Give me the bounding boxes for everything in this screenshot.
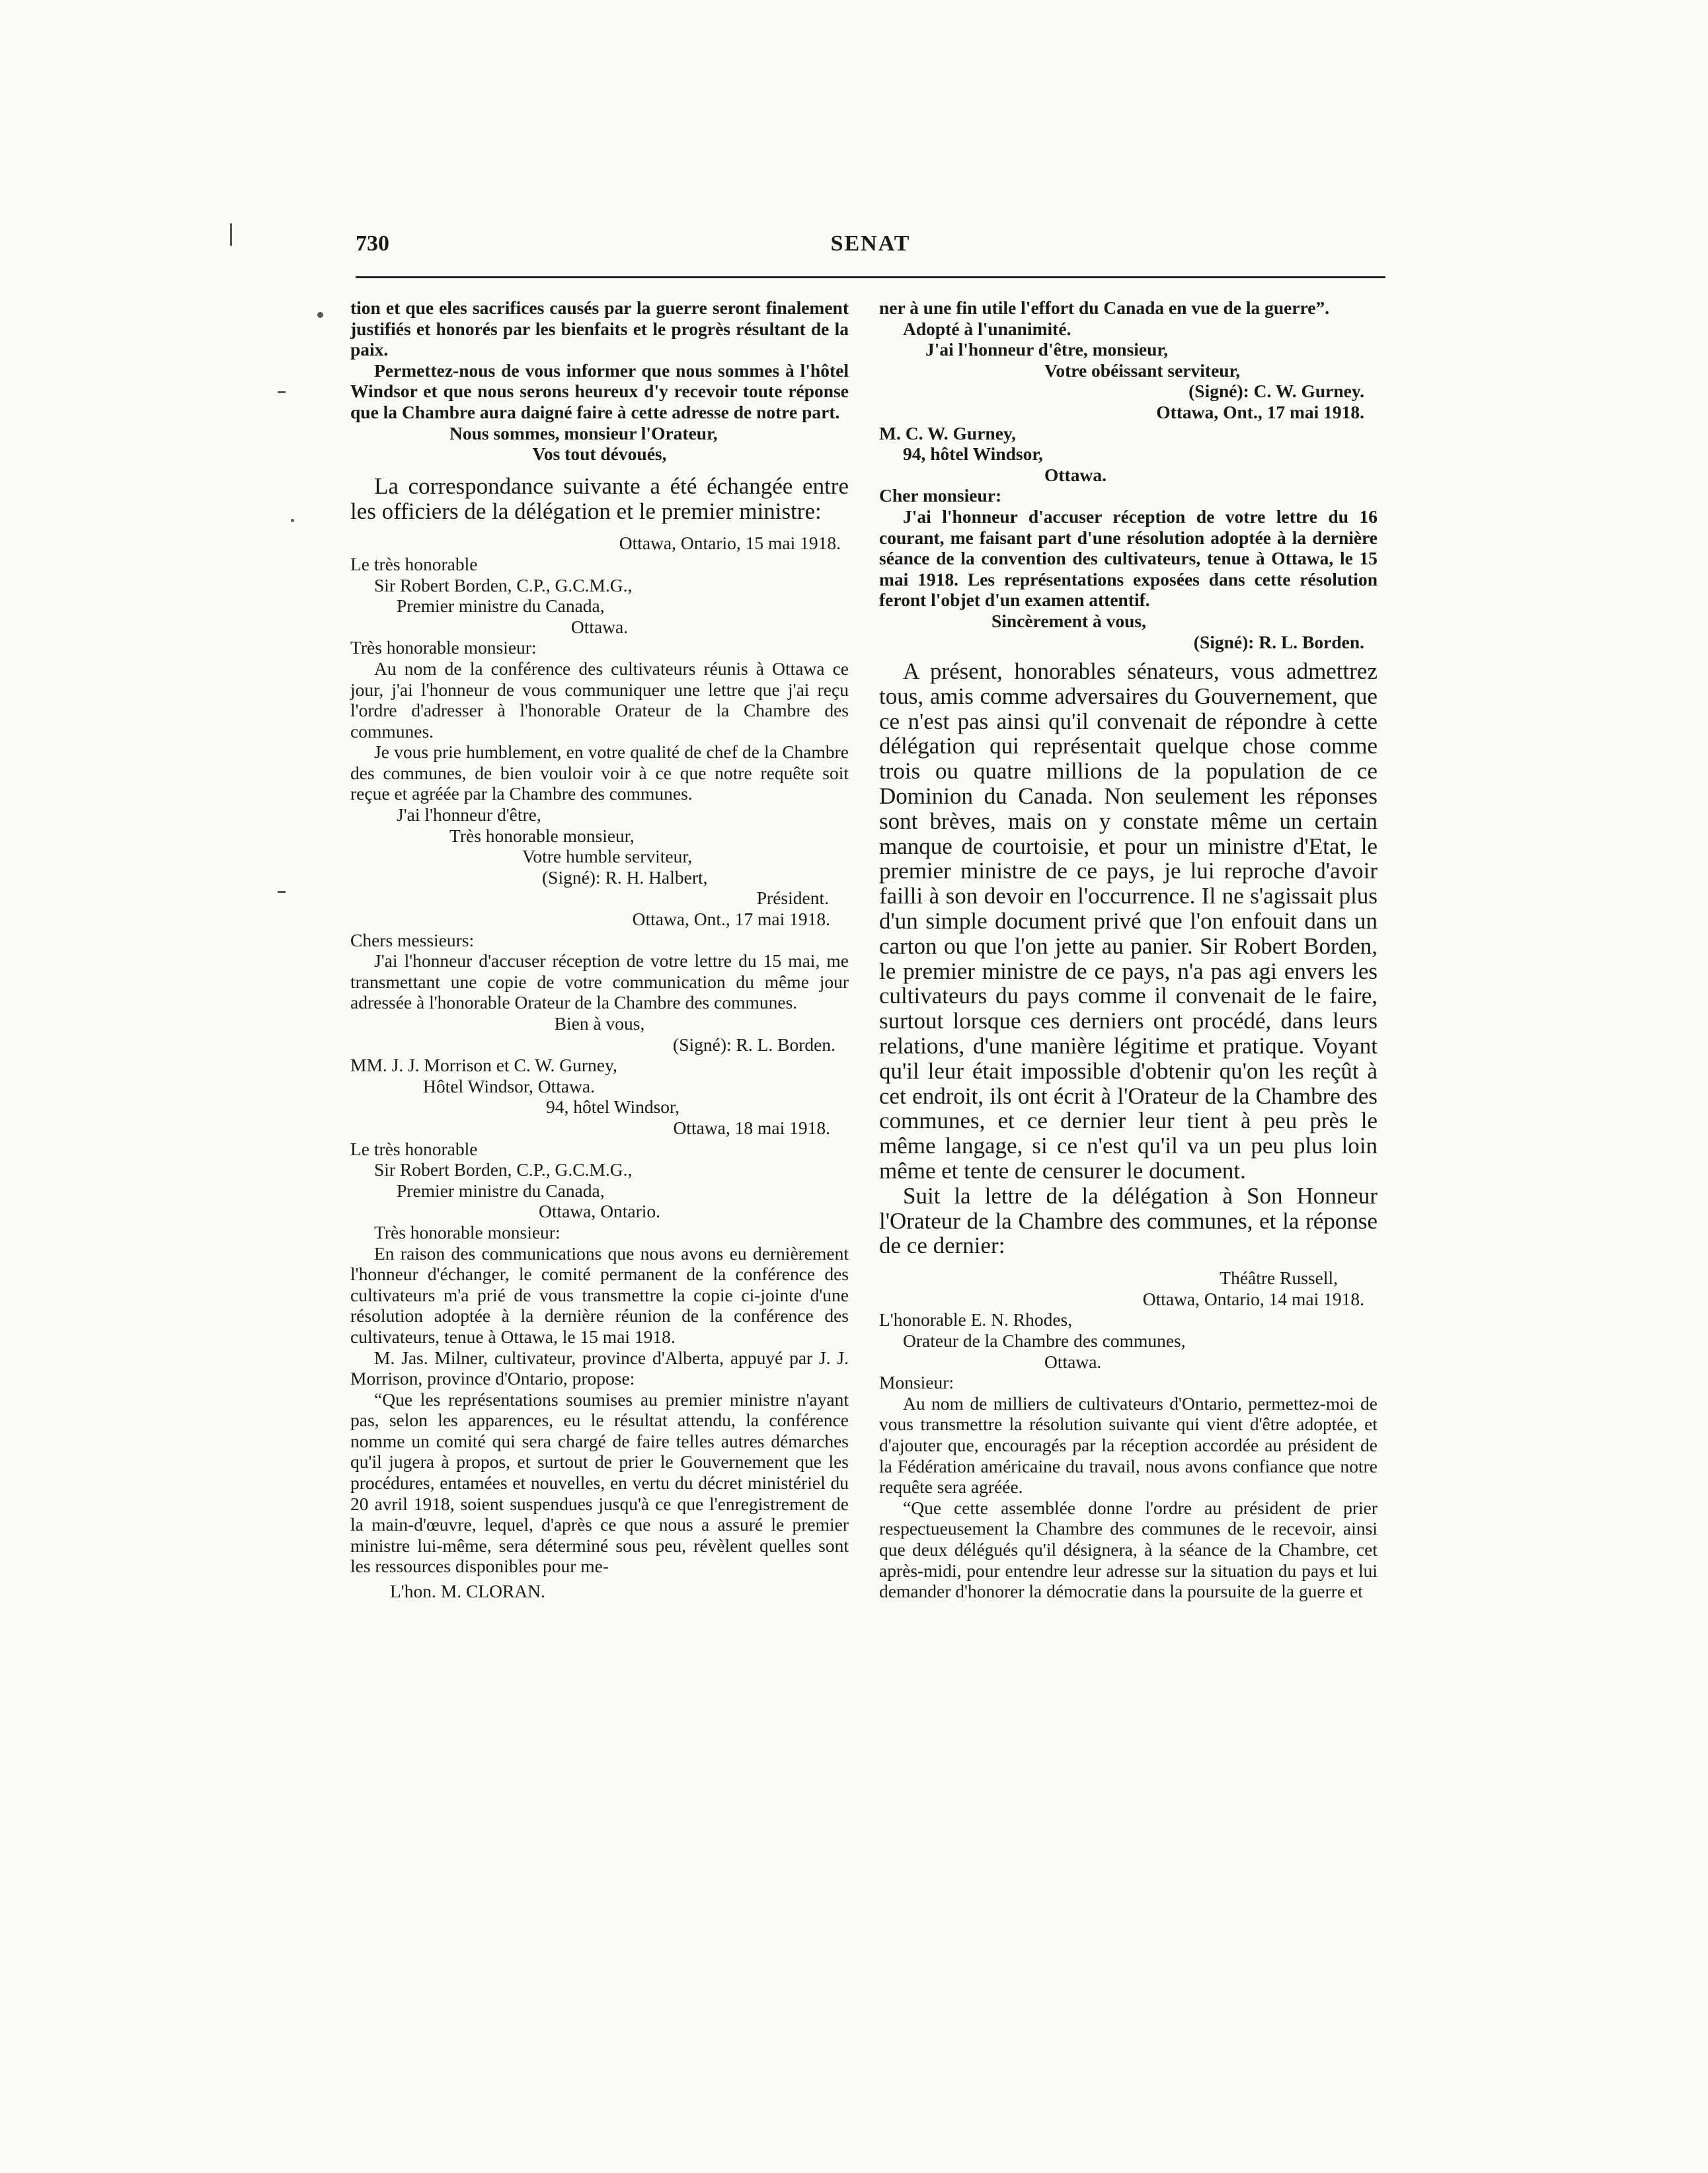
resolution-quote: “Que les représentations soumises au premier ministre n'ayant pas, selon les apparences, eu le résultat attendu, la conférence nomme un comité qui sera chargé de faire telles autres démarches qu'il jugera à propos, et surtout de prier le Gouvernement que les procédures, entamées et nouvelles, en vertu du décret ministériel du 20 avril 1918, soient suspendues jusqu'à ce que l'enregistrement de la main-d'œuvre, lequel, d'après ce que nous a assuré le premier ministre lui-même, sera déterminé sous peu, révèlent quelles sont les ressources disponibles pour me- (350, 1389, 849, 1577)
paragraph: En raison des communications que nous avons eu dernièrement l'honneur d'échanger, le comité permanent de la conférence des cultivateurs m'a prié de vous transmettre la copie ci-jointe d'une résolution adoptée à la dernière réunion de la conférence des cultivateurs, tenue à Ottawa, le 15 mai 1918. (350, 1242, 849, 1347)
closing-line: J'ai l'honneur d'être, monsieur, (925, 339, 1168, 360)
paragraph: J'ai l'honneur d'accuser réception de votre lettre du 16 courant, me faisant part d'une résolution adoptée à la dernière séance de la convention des cultivateurs, tenue à Ottawa, le 15 mai 1918. Les représentations exposées dans cette résolution feront l'objet d'un examen attentif. (879, 506, 1378, 611)
scan-mark (317, 312, 323, 318)
salutation: Très honorable monsieur: (350, 637, 537, 658)
addressee: Sir Robert Borden, C.P., G.C.M.G., (374, 574, 633, 595)
addressee: Hôtel Windsor, Ottawa. (423, 1075, 596, 1096)
letter-date: Ottawa, Ont., 17 mai 1918. (632, 909, 830, 930)
scan-mark (278, 391, 286, 393)
letter-date: Ottawa, Ontario, 14 mai 1918. (1142, 1288, 1364, 1309)
right-column (879, 297, 1378, 1602)
closing-line: Vos tout dévoués, (532, 443, 667, 465)
signature: (Signé): R. H. Halbert, (542, 866, 708, 888)
letter-date: Ottawa, 18 mai 1918. (673, 1117, 830, 1138)
speaker-line: L'hon. M. CLORAN. (390, 1581, 545, 1602)
closing-line: J'ai l'honneur d'être, (397, 804, 541, 825)
signature: (Signé): R. L. Borden. (1193, 631, 1364, 652)
page-header (356, 231, 1385, 264)
paragraph: Au nom de milliers de cultivateurs d'Ontario, permettez-moi de vous transmettre la résolution suivante qui vient d'être adoptée, et d'ajouter que, encouragés par la réception accordée au président de la Fédération américaine du travail, nous avons confiance que notre requête sera agréée. (879, 1392, 1378, 1498)
addressee: Le très honorable (350, 553, 478, 574)
scan-mark (230, 223, 232, 246)
closing-line: Votre obéissant serviteur, (1044, 360, 1241, 381)
running-title: SENAT (830, 231, 911, 256)
letter-date: Ottawa, Ontario, 15 mai 1918. (619, 533, 841, 554)
salutation: Très honorable monsieur: (374, 1221, 561, 1242)
paragraph: Suit la lettre de la délégation à Son Honneur l'Orateur de la Chambre des communes, et la réponse de ce dernier: (879, 1182, 1378, 1259)
paragraph: A présent, honorables sénateurs, vous admettrez tous, amis comme adversaires du Gouvernement, que ce n'est pas ainsi qu'il convenait de répondre à cette délégation qui représentait quelque chose comme trois ou quatre millions de la population de ce Dominion du Canada. Non seulement les réponses sont brèves, mais on y constate même un certain manque de courtoisie, et pour un ministre d'Etat, le premier ministre de ce pays, je lui reproche d'avoir failli à son devoir en l'occurrence. Il ne s'agissait plus d'un simple document privé que l'on enfouit dans un carton ou que l'on jette au panier. Sir Robert Borden, le premier ministre de ce pays, n'a pas agi envers les cultivateurs du pays comme il convenait de le faire, surtout lorsque ces derniers ont procédé, dans leurs relations, d'une manière légitime et pratique. Voyant qu'il leur était impossible d'obtenir qu'on les reçût à cet endroit, ils ont écrit à l'Orateur de la Chambre des communes, et ce dernier leur tient à peu près le même langage, si ce n'est qu'il va un peu plus loin même et tente de censurer le document. (879, 658, 1378, 1184)
resolution-quote: “Que cette assemblée donne l'ordre au président de prier respectueusement la Chambre des communes de le recevoir, ainsi que deux délégués qu'il désignera, à la séance de la Chambre, cet après-midi, pour entendre leur adresse sur la situation du pays et lui demander d'honorer la démocratie dans la poursuite de la guerre et (879, 1497, 1378, 1602)
closing-line: Votre humble serviteur, (522, 846, 693, 867)
addressee: MM. J. J. Morrison et C. W. Gurney, (350, 1055, 617, 1076)
header-rule (356, 276, 1385, 278)
signature: (Signé): R. L. Borden. (673, 1034, 835, 1055)
salutation: Cher monsieur: (879, 485, 1002, 506)
scan-mark (291, 519, 294, 522)
signature: (Signé): C. W. Gurney. (1188, 381, 1364, 402)
closing-line: Bien à vous, (554, 1013, 645, 1034)
salutation: Chers messieurs: (350, 929, 475, 950)
addressee: Ottawa. (1044, 464, 1106, 485)
paragraph: La correspondance suivante a été échangée entre les officiers de la délégation et le premier ministre: (350, 473, 849, 524)
addressee: Ottawa, Ontario. (538, 1201, 661, 1222)
paragraph: tion et que eles sacrifices causés par la guerre seront finalement justifiés et honorés par les bienfaits et le progrès résultant de la paix. (350, 297, 849, 360)
addressee: L'honorable E. N. Rhodes, (879, 1309, 1073, 1330)
paragraph: Adopté à l'unanimité. (903, 318, 1071, 339)
addressee: 94, hôtel Windsor, (903, 443, 1043, 465)
closing-line: Très honorable monsieur, (449, 825, 635, 846)
addressee: Le très honorable (350, 1138, 478, 1159)
page-number: 730 (356, 231, 389, 256)
addressee: Ottawa. (1044, 1351, 1102, 1372)
letter-date: Ottawa, Ont., 17 mai 1918. (1156, 401, 1364, 422)
addressee: M. C. W. Gurney, (879, 422, 1017, 443)
addressee: Ottawa. (570, 616, 629, 637)
addressee: Premier ministre du Canada, (397, 595, 605, 617)
left-column (350, 297, 849, 1602)
paragraph: Permettez-nous de vous informer que nous sommes à l'hôtel Windsor et que nous serons heureux d'y recevoir toute réponse que la Chambre aura daigné faire à cette adresse de notre part. (350, 360, 849, 422)
scan-mark (278, 891, 286, 893)
addressee: Sir Robert Borden, C.P., G.C.M.G., (374, 1159, 633, 1180)
paragraph: M. Jas. Milner, cultivateur, province d'Alberta, appuyé par J. J. Morrison, province d'Ontario, propose: (350, 1347, 849, 1389)
salutation: Monsieur: (879, 1372, 954, 1393)
letter-address: 94, hôtel Windsor, (546, 1096, 679, 1118)
paragraph: Au nom de la conférence des cultivateurs réunis à Ottawa ce jour, j'ai l'honneur de vous communiquer une lettre que j'ai reçu l'ordre d'adresser à l'honorable Orateur de la Chambre des communes. (350, 658, 849, 742)
paragraph: ner à une fin utile l'effort du Canada en vue de la guerre”. (879, 297, 1330, 318)
signature-title: Président. (756, 888, 829, 909)
addressee: Orateur de la Chambre des communes, (903, 1330, 1186, 1351)
paragraph: Je vous prie humblement, en votre qualité de chef de la Chambre des communes, de bien vouloir voir à ce que notre requête soit reçue et agréée par la Chambre des communes. (350, 742, 849, 804)
addressee: Premier ministre du Canada, (397, 1180, 605, 1201)
closing-line: Nous sommes, monsieur l'Orateur, (449, 422, 718, 443)
letter-address: Théâtre Russell, (1220, 1268, 1338, 1289)
closing-line: Sincèrement à vous, (991, 610, 1146, 631)
paragraph: J'ai l'honneur d'accuser réception de votre lettre du 15 mai, me transmettant une copie de votre communication du même jour adressée à l'honorable Orateur de la Chambre des communes. (350, 950, 849, 1013)
